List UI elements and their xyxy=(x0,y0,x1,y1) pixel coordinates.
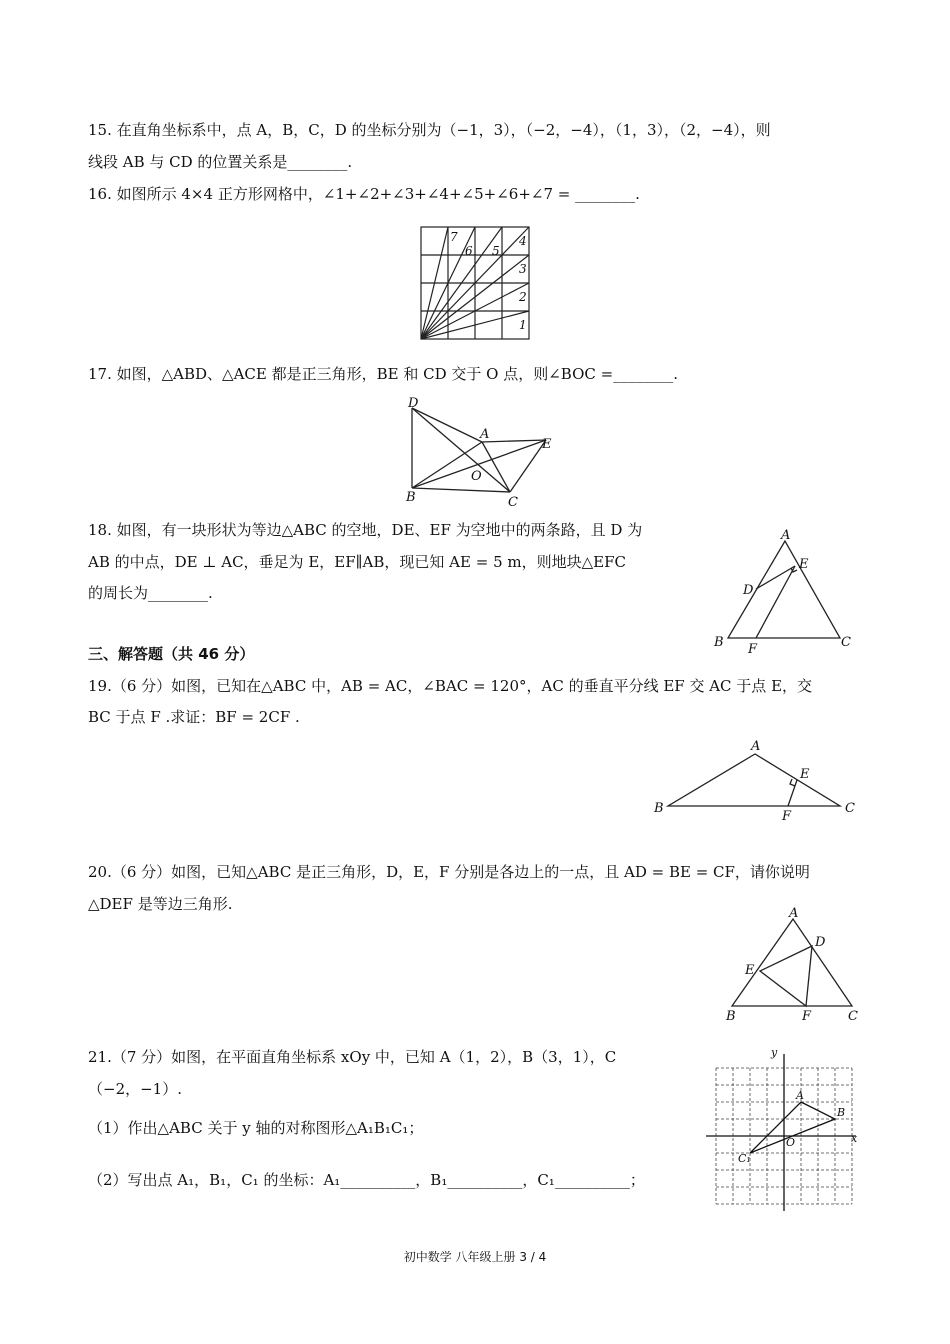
q20-triangle-figure xyxy=(720,904,865,1024)
q19-label-E: E xyxy=(800,767,810,782)
angle-label-1: 1 xyxy=(519,318,527,332)
q19-triangle-figure xyxy=(650,734,865,826)
q20-line1: 20.（6 分）如图，已知△ABC 是正三角形，D，E，F 分别是各边上的一点，且 AD = BE = CF，请你说明 xyxy=(88,863,810,881)
q19-label-B: B xyxy=(654,801,664,816)
q19-line2: BC 于点 F .求证：BF = 2CF . xyxy=(88,708,300,726)
q20-label-D: D xyxy=(815,935,826,950)
q19-label-A: A xyxy=(751,739,761,754)
q15-line2: 线段 AB 与 CD 的位置关系是________. xyxy=(88,153,353,171)
angle-label-2: 2 xyxy=(519,290,527,304)
q21-part2: （2）写出点 A₁，B₁，C₁ 的坐标：A₁__________，B₁__________，C₁__________； xyxy=(88,1171,645,1189)
q21-coordinate-figure xyxy=(700,1046,860,1214)
q18-line2: AB 的中点，DE ⊥ AC，垂足为 E，EF∥AB，现已知 AE = 5 m，则地块△EFC xyxy=(88,553,626,571)
q21-label-A: A xyxy=(796,1089,804,1102)
q17-label-A: A xyxy=(480,427,490,442)
q21-line2: （−2，−1）. xyxy=(88,1080,182,1098)
q17-label-B: B xyxy=(406,490,416,505)
q20-label-F: F xyxy=(802,1009,812,1024)
angle-label-6: 6 xyxy=(465,244,473,258)
q19-label-C: C xyxy=(845,801,855,816)
q18-label-C: C xyxy=(841,635,851,650)
q17-line1: 17. 如图，△ABD、△ACE 都是正三角形，BE 和 CD 交于 O 点，则∠BOC =________. xyxy=(88,365,678,383)
q21-label-O: O xyxy=(786,1136,796,1149)
q18-triangle-figure xyxy=(710,526,860,656)
q21-label-x: x xyxy=(851,1132,858,1145)
q20-label-E: E xyxy=(745,963,755,978)
angle-label-4: 4 xyxy=(519,234,527,248)
q18-label-A: A xyxy=(781,528,791,543)
q20-label-A: A xyxy=(789,906,799,921)
q19-label-F: F xyxy=(782,809,792,824)
q18-label-F: F xyxy=(748,642,758,656)
q21-line1: 21.（7 分）如图，在平面直角坐标系 xOy 中，已知 A（1，2），B（3，1），C xyxy=(88,1048,617,1066)
q21-label-B: B xyxy=(837,1106,846,1119)
angle-label-7: 7 xyxy=(450,230,458,244)
q21-part1: （1）作出△ABC 关于 y 轴的对称图形△A₁B₁C₁； xyxy=(88,1119,424,1137)
section3-title: 三、解答题（共 46 分） xyxy=(88,645,255,663)
q18-label-B: B xyxy=(714,635,724,650)
q20-line2: △DEF 是等边三角形. xyxy=(88,895,233,913)
q17-label-E: E xyxy=(542,437,552,452)
q20-label-C: C xyxy=(848,1009,858,1024)
q17-label-D: D xyxy=(408,396,419,411)
q17-label-O: O xyxy=(471,469,482,484)
q16-grid-figure xyxy=(418,224,534,342)
angle-label-3: 3 xyxy=(519,262,527,276)
page-footer: 初中数学 八年级上册 3 / 4 xyxy=(403,1250,547,1264)
q16-line1: 16. 如图所示 4×4 正方形网格中，∠1+∠2+∠3+∠4+∠5+∠6+∠7 = ________. xyxy=(88,185,640,203)
q15-line1: 15. 在直角坐标系中，点 A，B，C，D 的坐标分别为（−1，3），（−2，−4），（1，3），（2，−4），则 xyxy=(88,121,771,139)
q17-label-C: C xyxy=(508,495,518,510)
q21-label-y: y xyxy=(771,1046,778,1059)
q18-line1: 18. 如图，有一块形状为等边△ABC 的空地，DE、EF 为空地中的两条路，且 D 为 xyxy=(88,521,643,539)
q19-line1: 19.（6 分）如图，已知在△ABC 中，AB = AC，∠BAC = 120°，AC 的垂直平分线 EF 交 AC 于点 E，交 xyxy=(88,677,813,695)
q18-label-D: D xyxy=(743,583,754,598)
q20-label-B: B xyxy=(726,1009,736,1024)
q17-triangles-figure xyxy=(400,394,560,510)
q21-label-C: C₁ xyxy=(738,1152,751,1165)
q18-label-E: E xyxy=(799,557,809,572)
q18-line3: 的周长为________. xyxy=(88,584,213,602)
angle-label-5: 5 xyxy=(492,244,500,258)
